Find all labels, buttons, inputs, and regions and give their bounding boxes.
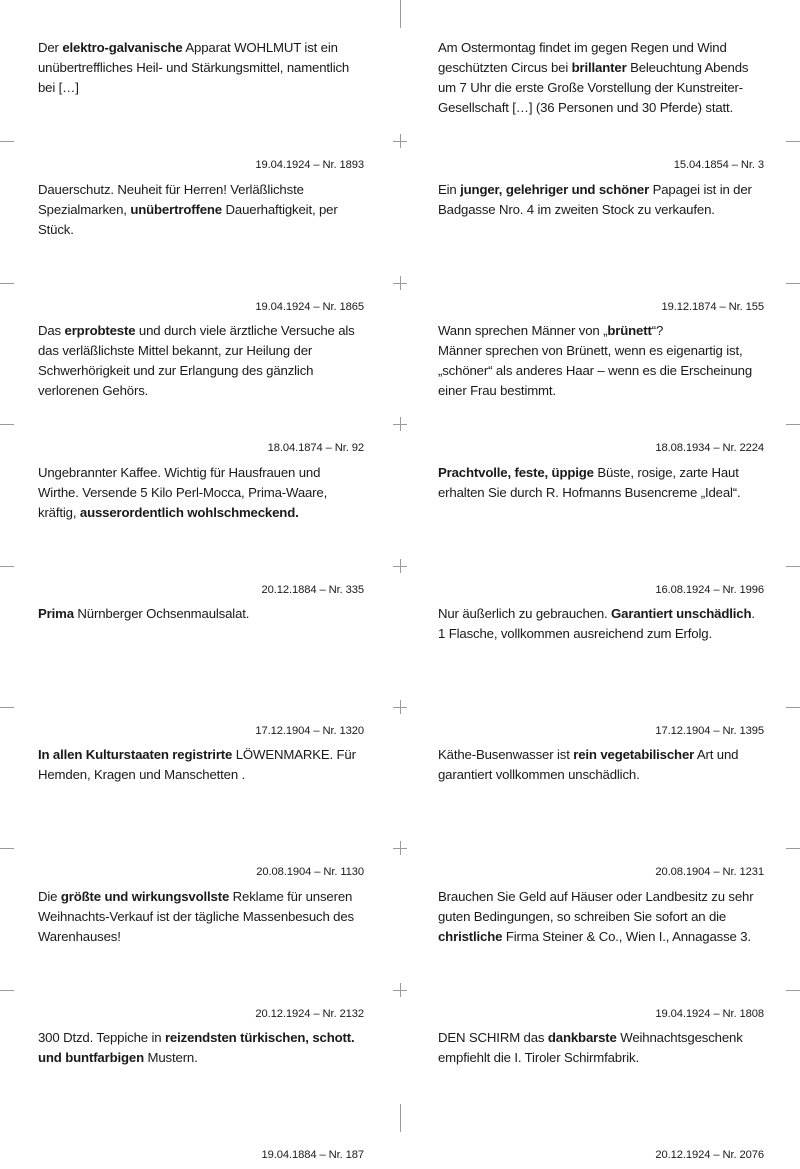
crop-mark (0, 566, 14, 567)
clipping-text (438, 321, 764, 401)
crop-mark (786, 566, 800, 567)
clipping-card (38, 887, 364, 1028)
emphasis-text: ausserordentlich wohlschmeckend. (79, 505, 299, 520)
plain-text: Weihnachtsgeschenk empfiehlt die I. Tiroler Schirmfabrik. (438, 1030, 743, 1065)
clipping-card (38, 745, 364, 886)
crop-mark (786, 990, 800, 991)
crop-mark (0, 707, 14, 708)
plain-text: Dauerschutz. Neuheit für Herren! Verläßlichste Spezialmarken, (38, 182, 304, 217)
plain-text: Brauchen Sie Geld auf Häuser oder Landbesitz zu sehr guten Bedingungen, so schreiben Sie sofort an die (438, 889, 754, 924)
emphasis-text: brünett (607, 323, 652, 338)
emphasis-text: In allen Kulturstaaten registrirte (38, 747, 233, 762)
plain-text: Ein (438, 182, 461, 197)
crop-mark (400, 1104, 401, 1132)
clipping-text (38, 321, 364, 401)
emphasis-text: reizendsten türkischen, schott. und buntfarbigen (38, 1030, 355, 1065)
crop-mark (0, 424, 14, 425)
plain-text: Die (38, 889, 61, 904)
clipping-card (38, 321, 364, 462)
crop-mark (0, 990, 14, 991)
emphasis-text: erprobteste (64, 323, 136, 338)
clipping-date-number: 19.04.1924 – Nr. 1808 (655, 1008, 764, 1020)
crop-mark (786, 141, 800, 142)
plain-text: Wann sprechen Männer von „ (438, 323, 608, 338)
registration-cross (400, 276, 401, 290)
clipping-card (438, 1028, 764, 1169)
clipping-text (38, 1028, 364, 1068)
emphasis-text: christliche (438, 929, 503, 944)
clipping-card (438, 180, 764, 321)
plain-text: Männer sprechen von Brünett, wenn es eigenartig ist, „schöner“ als anderes Haar – wenn es die Erscheinung einer Frau bestimmt. (438, 343, 753, 398)
plain-text: Nur äußerlich zu gebrauchen. (438, 606, 612, 621)
emphasis-text: Prima (38, 606, 74, 621)
clipping-text (438, 1028, 764, 1068)
plain-text: Nürnberger Ochsenmaulsalat. (73, 606, 250, 621)
clipping-text (438, 604, 764, 644)
plain-text: 300 Dtzd. Teppiche in (38, 1030, 165, 1045)
clipping-date-number: 20.08.1904 – Nr. 1130 (256, 866, 364, 878)
registration-cross (400, 559, 401, 573)
emphasis-text: rein vegetabilischer (573, 747, 695, 762)
crop-mark (0, 283, 14, 284)
plain-text: Büste, rosige, zarte Haut erhalten Sie durch R. Hofmanns Busencreme „Ideal“. (438, 465, 741, 500)
clipping-date-number: 20.12.1924 – Nr. 2076 (655, 1149, 764, 1161)
plain-text: LÖWENMARKE. Für Hemden, Kragen und Manschetten . (38, 747, 356, 782)
plain-text: Der (38, 40, 63, 55)
clipping-card (38, 180, 364, 321)
plain-text: Reklame für unseren Weihnachts-Verkauf ist der tägliche Massenbesuch des Warenhauses! (38, 889, 354, 944)
clipping-date-number: 17.12.1904 – Nr. 1395 (655, 725, 764, 737)
clipping-date-number: 20.12.1884 – Nr. 335 (261, 584, 364, 596)
clipping-card (438, 38, 764, 179)
plain-text: Ungebrannter Kaffee. Wichtig für Hausfrauen und Wirthe. Versende 5 Kilo Perl-Mocca, Prima-Waare, kräftig, (38, 465, 328, 520)
plain-text: Am Ostermontag findet im gegen Regen und Wind geschützten Circus bei (438, 40, 727, 75)
plain-text: DEN SCHIRM das (438, 1030, 548, 1045)
clipping-text (438, 887, 764, 947)
emphasis-text: elektro-galvanische (62, 40, 183, 55)
clipping-card (38, 463, 364, 604)
clipping-date-number: 19.04.1924 – Nr. 1865 (255, 301, 364, 313)
clipping-card (438, 745, 764, 886)
clipping-card (38, 38, 364, 179)
clipping-date-number: 18.08.1934 – Nr. 2224 (655, 442, 764, 454)
registration-cross (400, 983, 401, 997)
emphasis-text: Prachtvolle, feste, üppige (438, 465, 594, 480)
clipping-text (438, 38, 764, 118)
clipping-card (38, 1028, 364, 1169)
emphasis-text: größte und wirkungsvollste (60, 889, 230, 904)
clipping-date-number: 19.04.1924 – Nr. 1893 (255, 159, 364, 171)
clipping-date-number: 20.12.1924 – Nr. 2132 (255, 1008, 364, 1020)
registration-cross (400, 841, 401, 855)
plain-text: Papagei ist in der Badgasse Nro. 4 im zweiten Stock zu verkaufen. (438, 182, 752, 217)
plain-text: Das (38, 323, 65, 338)
clipping-text (38, 604, 364, 624)
clipping-text (38, 887, 364, 947)
clipping-card (38, 604, 364, 745)
clipping-text (438, 745, 764, 785)
registration-cross (400, 134, 401, 148)
crop-mark (400, 0, 401, 28)
crop-mark (786, 848, 800, 849)
plain-text: Firma Steiner & Co., Wien I., Annagasse 3. (502, 929, 751, 944)
plain-text: Beleuchtung Abends um 7 Uhr die erste Große Vorstellung der Kunstreiter-Gesellschaft […] (36 Personen und 30 Pferde) statt. (438, 60, 749, 115)
plain-text: Mustern. (144, 1050, 198, 1065)
clipping-text (38, 180, 364, 240)
clipping-text (438, 463, 764, 503)
clipping-text (38, 38, 364, 98)
clipping-date-number: 15.04.1854 – Nr. 3 (673, 159, 764, 171)
crop-mark (0, 141, 14, 142)
crop-mark (786, 424, 800, 425)
emphasis-text: dankbarste (547, 1030, 617, 1045)
clipping-text (438, 180, 764, 220)
clipping-date-number: 17.12.1904 – Nr. 1320 (255, 725, 364, 737)
clipping-card (438, 321, 764, 462)
registration-cross (400, 417, 401, 431)
clipping-date-number: 19.12.1874 – Nr. 155 (661, 301, 764, 313)
clipping-date-number: 19.04.1884 – Nr. 187 (261, 1149, 364, 1161)
clipping-text (38, 463, 364, 523)
plain-text: Käthe-Busenwasser ist (438, 747, 574, 762)
plain-text: Apparat WOHLMUT ist ein unübertreffliches Heil- und Stärkungsmittel, namentlich bei […] (38, 40, 350, 95)
crop-mark (786, 283, 800, 284)
clipping-card (438, 887, 764, 1028)
plain-text: . 1 Flasche, vollkommen ausreichend zum Erfolg. (438, 606, 755, 641)
crop-mark (0, 848, 14, 849)
plain-text: Art und garantiert vollkommen unschädlich. (438, 747, 739, 782)
emphasis-text: junger, gelehriger und schöner (460, 182, 650, 197)
clipping-card (438, 604, 764, 745)
clipping-text (38, 745, 364, 785)
clipping-card (438, 463, 764, 604)
crop-mark (786, 707, 800, 708)
plain-text: und durch viele ärztliche Versuche als das verläßlichste Mittel bekannt, zur Heilung der Schwerhörigkeit und zur Erlangung des gänzlich verlorenen Gehörs. (38, 323, 355, 398)
registration-cross (400, 700, 401, 714)
plain-text: “? (651, 323, 664, 338)
clipping-date-number: 16.08.1924 – Nr. 1996 (655, 584, 764, 596)
emphasis-text: brillanter (571, 60, 627, 75)
clipping-date-number: 20.08.1904 – Nr. 1231 (655, 866, 764, 878)
plain-text: Dauerhaftigkeit, per Stück. (38, 202, 338, 237)
emphasis-text: unübertroffene (130, 202, 222, 217)
clipping-date-number: 18.04.1874 – Nr. 92 (267, 442, 364, 454)
emphasis-text: Garantiert unschädlich (611, 606, 752, 621)
